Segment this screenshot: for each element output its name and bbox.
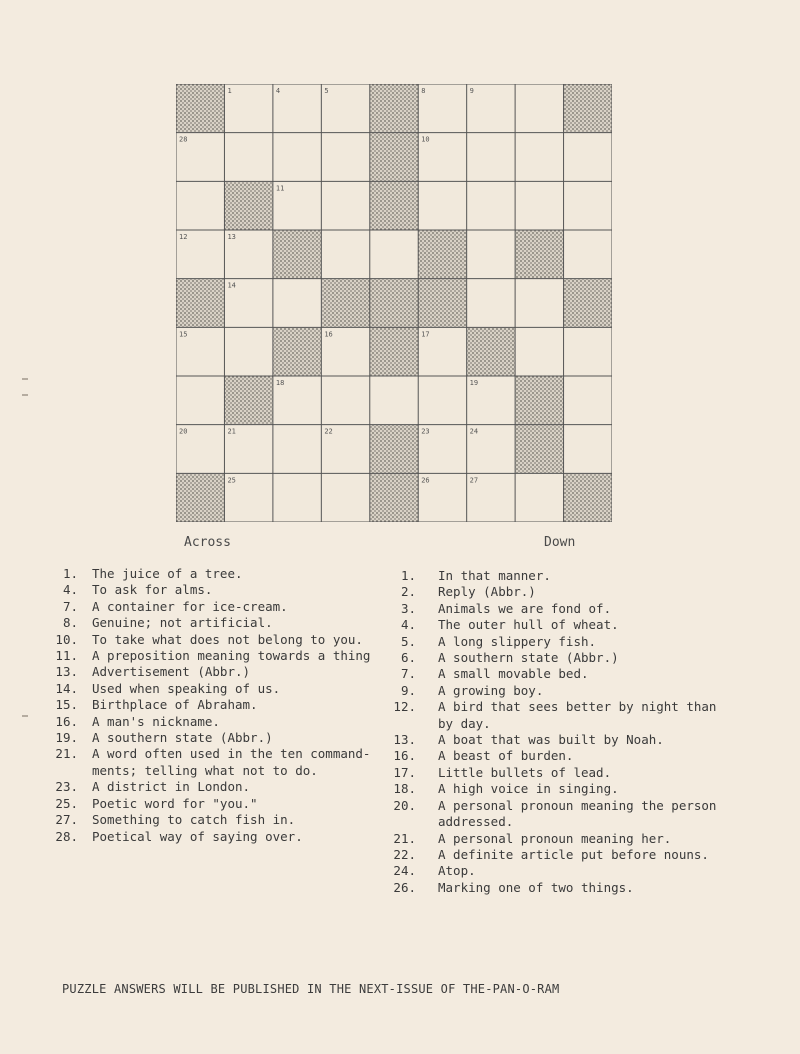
- clue-number: 1.: [400, 568, 416, 583]
- clue-text: A container for ice-cream.: [92, 598, 288, 614]
- clue-number: 16.: [393, 748, 416, 764]
- clue-number: 15.: [55, 697, 78, 713]
- grid-number: 21: [227, 427, 236, 436]
- clue-text: Advertisement (Abbr.): [92, 664, 251, 680]
- grid-black-square: [176, 279, 224, 328]
- clue-number: 4.: [62, 582, 78, 598]
- clue-number: 11.: [55, 648, 78, 664]
- clue-item: [388, 765, 748, 781]
- crossword-grid: [176, 84, 612, 522]
- clue-item: [50, 829, 390, 845]
- grid-black-square: [564, 279, 612, 328]
- clue-item: [388, 814, 748, 830]
- clue-number: 7.: [62, 598, 78, 614]
- grid-number: 8: [421, 87, 426, 95]
- clue-text: The outer hull of wheat.: [438, 617, 619, 633]
- clue-number: 13.: [393, 732, 416, 748]
- grid-number: 10: [421, 135, 430, 144]
- grid-number: 26: [421, 476, 430, 485]
- grid-black-square: [321, 279, 369, 328]
- clue-text: A southern state (Abbr.): [92, 730, 273, 746]
- clue-text: A man's nickname.: [92, 713, 220, 729]
- clue-text: Something to catch fish in.: [92, 812, 296, 828]
- grid-black-square: [515, 230, 563, 279]
- down-clues: [388, 568, 748, 896]
- clue-item: [388, 699, 748, 715]
- clue-number: 19.: [55, 730, 78, 746]
- clue-text: A definite article put before nouns.: [438, 846, 709, 862]
- clue-item: [388, 748, 748, 764]
- clue-number: 8.: [62, 615, 78, 631]
- clue-text: Reply (Abbr.): [438, 584, 536, 600]
- clue-text: A personal pronoun meaning the person: [438, 797, 717, 813]
- grid-black-square: [273, 327, 321, 376]
- across-clues: [50, 566, 390, 845]
- clue-item: [388, 601, 748, 617]
- grid-black-square: [370, 279, 418, 328]
- grid-black-square: [370, 473, 418, 522]
- clue-item: [50, 812, 390, 828]
- grid-black-square: [370, 84, 418, 133]
- clue-item: [388, 716, 748, 732]
- clue-item: [50, 566, 390, 582]
- clue-text: A high voice in singing.: [438, 781, 619, 797]
- grid-number: 13: [227, 233, 236, 241]
- clue-item: [50, 796, 390, 812]
- clue-number: 4.: [400, 617, 416, 633]
- clue-item: [50, 746, 390, 762]
- grid-number: 14: [227, 281, 236, 290]
- grid-black-square: [564, 84, 612, 133]
- grid-number: 25: [227, 476, 236, 485]
- grid-black-square: [467, 327, 515, 376]
- clue-number: 2.: [400, 584, 416, 600]
- clue-text: addressed.: [438, 814, 514, 830]
- grid-black-square: [176, 84, 224, 133]
- grid-number: 18: [275, 379, 285, 387]
- clue-text: Poetic word for "you.": [92, 795, 258, 811]
- clue-item: [50, 681, 390, 697]
- clue-number: 18.: [393, 781, 416, 797]
- clue-number: 23.: [55, 779, 78, 795]
- clue-number: 6.: [400, 650, 416, 666]
- grid-number: 24: [469, 427, 479, 436]
- clue-text: Poetical way of saying over.: [92, 828, 303, 844]
- crossword-grid-svg: [176, 84, 612, 522]
- clue-item: [388, 798, 748, 814]
- clue-item: [50, 763, 390, 779]
- down-heading: Down: [544, 535, 576, 550]
- clue-number: 13.: [55, 664, 78, 680]
- clue-item: [388, 732, 748, 748]
- clue-text: In that manner.: [438, 568, 551, 583]
- clue-item: [388, 634, 748, 650]
- clue-text: A beast of burden.: [438, 748, 574, 764]
- margin-mark: [22, 394, 28, 396]
- clue-item: [50, 664, 390, 680]
- grid-number: 15: [179, 330, 188, 339]
- clue-item: [50, 714, 390, 730]
- clue-item: [50, 779, 390, 795]
- clue-text: Used when speaking of us.: [92, 680, 281, 696]
- clue-text: A southern state (Abbr.): [438, 650, 619, 666]
- grid-number: 4: [275, 87, 281, 95]
- clue-text: A district in London.: [92, 779, 251, 795]
- clue-number: 28.: [55, 828, 78, 844]
- clue-text: ments; telling what not to do.: [92, 762, 318, 778]
- clue-number: 25.: [55, 795, 78, 811]
- clue-text: Little bullets of lead.: [438, 764, 612, 780]
- margin-mark: [22, 715, 28, 717]
- clue-item: [388, 666, 748, 682]
- clue-number: 21.: [393, 830, 416, 846]
- grid-number: 9: [469, 87, 474, 95]
- grid-black-square: [418, 230, 466, 279]
- clue-text: To ask for alms.: [92, 582, 213, 598]
- grid-black-square: [224, 181, 272, 230]
- clue-number: 10.: [55, 631, 78, 647]
- clue-text: A preposition meaning towards a thing: [92, 648, 371, 664]
- clue-number: 3.: [400, 600, 416, 616]
- clue-number: 9.: [400, 682, 416, 698]
- clue-text: Marking one of two things.: [438, 879, 634, 895]
- clue-number: 26.: [393, 879, 416, 895]
- clue-item: [388, 880, 748, 896]
- clue-number: 27.: [55, 812, 78, 828]
- grid-number: 11: [275, 184, 285, 193]
- clue-number: 7.: [400, 666, 416, 682]
- clue-item: [388, 584, 748, 600]
- clue-number: 1.: [62, 566, 78, 581]
- margin-mark: [22, 378, 28, 380]
- clue-item: [50, 697, 390, 713]
- clue-item: [50, 730, 390, 746]
- grid-number: 22: [324, 427, 333, 436]
- grid-black-square: [176, 473, 224, 522]
- grid-black-square: [515, 425, 563, 474]
- clue-item: [50, 632, 390, 648]
- clue-text: Animals we are fond of.: [438, 600, 612, 616]
- clue-item: [50, 648, 390, 664]
- clue-item: [50, 582, 390, 598]
- clue-item: [388, 831, 748, 847]
- grid-number: 19: [469, 379, 479, 387]
- clue-number: 5.: [400, 633, 416, 649]
- clue-item: [388, 847, 748, 863]
- grid-number: 1: [227, 87, 232, 95]
- grid-black-square: [273, 230, 321, 279]
- clue-item: [50, 615, 390, 631]
- grid-black-square: [564, 473, 612, 522]
- grid-black-square: [515, 376, 563, 425]
- across-heading: Across: [184, 535, 231, 550]
- clue-number: 17.: [393, 764, 416, 780]
- clue-number: 24.: [393, 863, 416, 879]
- clue-item: [388, 617, 748, 633]
- grid-number: 20: [179, 427, 188, 436]
- clue-text: A long slippery fish.: [438, 633, 597, 649]
- clue-item: [388, 650, 748, 666]
- clue-item: [388, 781, 748, 797]
- clue-text: A growing boy.: [438, 682, 544, 698]
- clue-item: [50, 599, 390, 615]
- grid-number: 23: [421, 427, 430, 436]
- clue-text: A word often used in the ten command-: [92, 746, 371, 762]
- grid-number: 17: [421, 330, 430, 339]
- clue-number: 20.: [393, 797, 416, 813]
- grid-black-square: [370, 181, 418, 230]
- grid-number: 12: [179, 233, 188, 241]
- clue-text: To take what does not belong to you.: [92, 631, 363, 647]
- clue-item: [388, 683, 748, 699]
- clue-text: Birthplace of Abraham.: [92, 697, 258, 713]
- grid-black-square: [418, 279, 466, 328]
- grid-black-square: [370, 327, 418, 376]
- grid-number: 28: [179, 135, 188, 144]
- clue-text: A boat that was built by Noah.: [438, 732, 664, 748]
- clue-number: 12.: [393, 699, 416, 715]
- grid-number: 27: [469, 476, 479, 485]
- clue-text: Genuine; not artificial.: [92, 615, 273, 631]
- clue-text: Atop.: [438, 863, 476, 879]
- clue-text: The juice of a tree.: [92, 566, 243, 581]
- grid-black-square: [224, 376, 272, 425]
- clue-text: A small movable bed.: [438, 666, 589, 682]
- clue-text: A bird that sees better by night than: [438, 699, 717, 715]
- clue-number: 16.: [55, 713, 78, 729]
- clue-number: 21.: [55, 746, 78, 762]
- footer-note: PUZZLE ANSWERS WILL BE PUBLISHED IN THE NEXT-ISSUE OF THE-PAN-O-RAM: [62, 982, 560, 996]
- grid-black-square: [370, 133, 418, 182]
- clue-number: 14.: [55, 680, 78, 696]
- clue-text: A personal pronoun meaning her.: [438, 830, 672, 846]
- clue-item: [388, 863, 748, 879]
- clue-text: by day.: [438, 715, 491, 731]
- grid-number: 5: [324, 87, 329, 95]
- grid-number: 16: [324, 330, 333, 339]
- clue-item: [388, 568, 748, 584]
- grid-black-square: [370, 425, 418, 474]
- clue-number: 22.: [393, 846, 416, 862]
